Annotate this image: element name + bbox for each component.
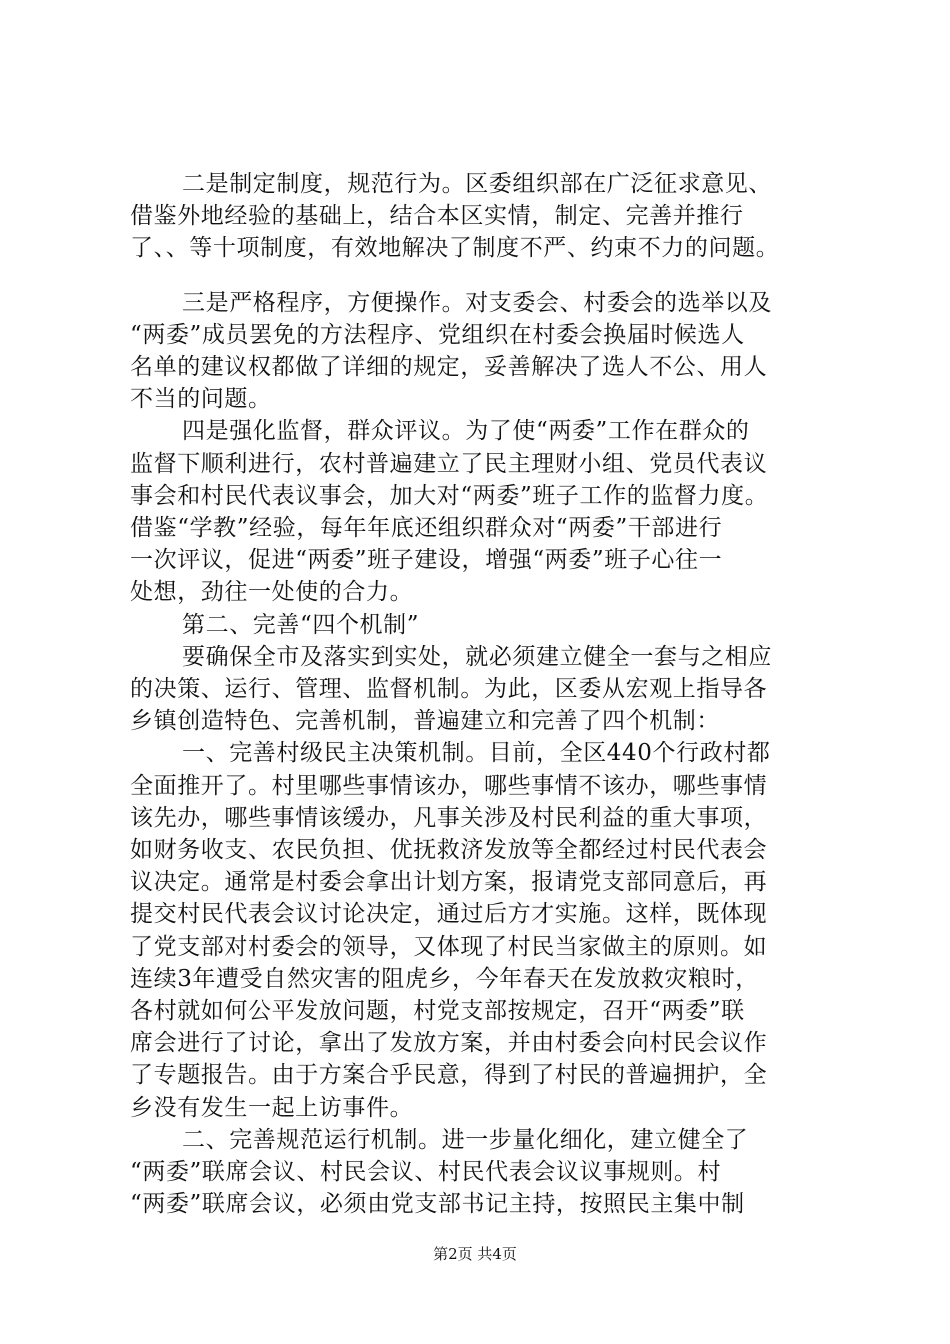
text-line: 连续3年遭受自然灾害的阻虎乡，今年春天在发放救灾粮时， <box>130 966 759 992</box>
text-line: 该先办，哪些事情该缓办，凡事关涉及村民利益的重大事项， <box>130 805 768 831</box>
text-line: 四是强化监督，群众评议。为了使“两委”工作在群众的 <box>182 418 750 444</box>
text-line: 乡没有发生一起上访事件。 <box>130 1095 414 1121</box>
text-line: 监督下顺利进行，农村普遍建立了民主理财小组、党员代表议 <box>130 451 768 477</box>
text-line: “两委”联席会议、村民会议、村民代表会议议事规则。村 <box>130 1159 722 1185</box>
section-heading: 第二、完善“四个机制” <box>182 612 420 638</box>
text-line: 二、完善规范运行机制。进一步量化细化，建立健全了 <box>182 1127 749 1153</box>
text-line: 事会和村民代表议事会，加大对“两委”班子工作的监督力度。 <box>130 483 769 509</box>
text-line: 名单的建议权都做了详细的规定，妥善解决了选人不公、用人 <box>130 354 768 380</box>
text-line: 一次评议，促进“两委”班子建设，增强“两委”班子心往一 <box>130 547 723 573</box>
text-line: 的决策、运行、管理、监督机制。为此，区委从宏观上指导各 <box>130 676 768 702</box>
text-line: 了、、等十项制度，有效地解决了制度不严、约束不力的问题。 <box>130 235 780 261</box>
text-line: 借鉴“学教”经验，每年年底还组织群众对“两委”干部进行 <box>130 515 723 541</box>
text-line: 席会进行了讨论，拿出了发放方案，并由村委会向村民会议作 <box>130 1030 768 1056</box>
text-line: 三是严格程序，方便操作。对支委会、村委会的选举以及 <box>182 290 772 316</box>
text-line: “两委”联席会议，必须由党支部书记主持，按照民主集中制 <box>130 1191 745 1217</box>
text-line: 议决定。通常是村委会拿出计划方案，报请党支部同意后，再 <box>130 869 768 895</box>
text-line: 了党支部对村委会的领导，又体现了村民当家做主的原则。如 <box>130 934 768 960</box>
text-line: 了专题报告。由于方案合乎民意，得到了村民的普遍拥护，全 <box>130 1062 768 1088</box>
text-line: “两委”成员罢免的方法程序、党组织在村委会换届时候选人 <box>130 322 745 348</box>
text-line: 提交村民代表会议讨论决定，通过后方才实施。这样，既体现 <box>130 901 768 927</box>
text-line: 要确保全市及落实到实处，就必须建立健全一套与之相应 <box>182 644 772 670</box>
text-line: 处想，劲往一处使的合力。 <box>130 579 414 605</box>
text-line: 一、完善村级民主决策机制。目前，全区440个行政村都 <box>182 740 771 766</box>
text-line: 二是制定制度，规范行为。区委组织部在广泛征求意见、 <box>182 171 772 197</box>
text-line: 借鉴外地经验的基础上，结合本区实情，制定、完善并推行 <box>130 203 744 229</box>
text-line: 如财务收支、农民负担、优抚救济发放等全都经过村民代表会 <box>130 837 768 863</box>
page-number-footer: 第2页 共4页 <box>433 1245 517 1263</box>
text-line: 全面推开了。村里哪些事情该办，哪些事情不该办，哪些事情 <box>130 773 768 799</box>
text-line: 不当的问题。 <box>130 386 272 412</box>
text-line: 各村就如何公平发放问题，村党支部按规定，召开“两委”联 <box>130 998 745 1024</box>
text-line: 乡镇创造特色、完善机制，普遍建立和完善了四个机制： <box>130 708 720 734</box>
